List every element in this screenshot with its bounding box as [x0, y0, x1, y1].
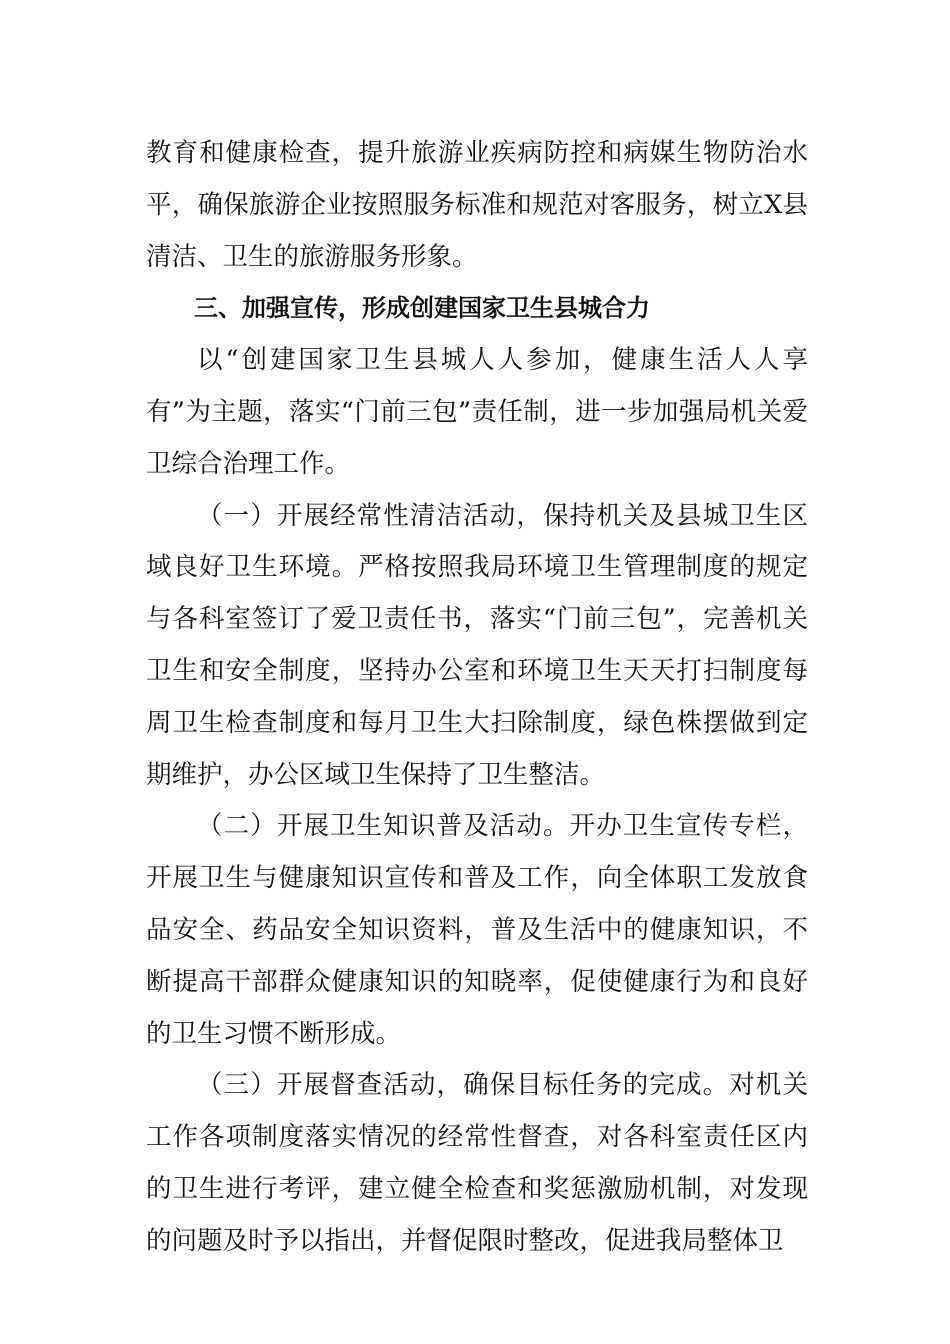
paragraph-item-2: （二）开展卫生知识普及活动。开办卫生宣传专栏，开展卫生与健康知识宣传和普及工作，向全体职工发放食品安全、药品安全知识资料，普及生活中的健康知识，不断提高干部群众健康知识的知晓率，促使健康行为和良好的卫生习惯不断形成。	[146, 811, 808, 1049]
paragraph-item-1: （一）开展经常性清洁活动，保持机关及县城卫生区域良好卫生环境。严格按照我局环境卫生管理制度的规定与各科室签订了爱卫责任书，落实“门前三包”，完善机关卫生和安全制度，坚持办公室和环境卫生天天打扫制度每周卫生检查制度和每月卫生大扫除制度，绿色株摆做到定期维护，办公区域卫生保持了卫生整洁。	[146, 500, 808, 790]
paragraph-item-3: （三）开展督查活动，确保目标任务的完成。对机关工作各项制度落实情况的经常性督查，对各科室责任区内的卫生进行考评，建立健全检查和奖惩激励机制，对发现的问题及时予以指出，并督促限时整改，促进我局整体卫	[146, 1070, 808, 1256]
paragraph-continued: 教育和健康检查，提升旅游业疾病防控和病媒生物防治水平，确保旅游企业按照服务标准和规范对客服务，树立X县清洁、卫生的旅游服务形象。	[146, 138, 808, 272]
section-heading: 三、加强宣传，形成创建国家卫生县城合力	[194, 294, 650, 323]
document-body	[146, 128, 808, 1268]
paragraph-intro: 以“创建国家卫生县城人人参加，健康生活人人享有”为主题，落实“门前三包”责任制，进一步加强局机关爱卫综合治理工作。	[146, 345, 808, 479]
